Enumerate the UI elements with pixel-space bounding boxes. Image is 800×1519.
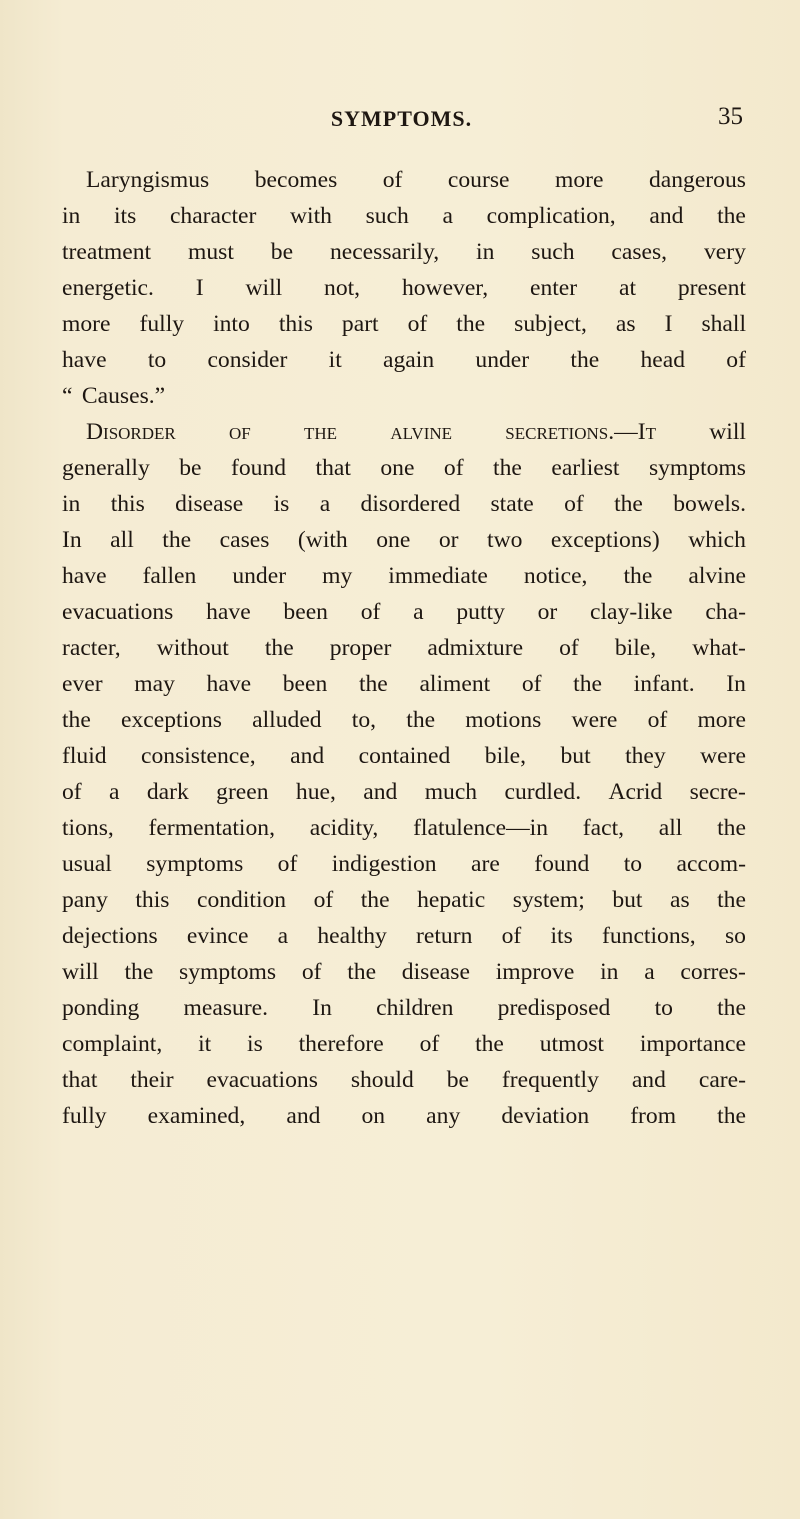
section-heading-word: the: [304, 419, 338, 445]
word: the: [456, 311, 486, 337]
word: curdled.: [504, 779, 582, 805]
word: exceptions: [121, 707, 222, 733]
word: have: [62, 347, 107, 373]
word: bile,: [614, 635, 657, 661]
word: disordered: [360, 491, 461, 517]
word: under: [232, 563, 287, 589]
word: the: [264, 635, 294, 661]
word: and: [363, 779, 398, 805]
word: importance: [639, 1031, 746, 1057]
word: healthy: [317, 923, 387, 949]
word: will: [709, 419, 746, 445]
word: infant.: [633, 671, 695, 697]
word: will: [245, 275, 283, 301]
word: I: [195, 275, 204, 301]
word: evacuations: [206, 1067, 318, 1093]
word: alvine: [688, 563, 746, 589]
word: such: [365, 203, 409, 229]
word: In: [312, 995, 332, 1021]
word: symptoms: [179, 959, 277, 985]
word: their: [130, 1067, 174, 1093]
word: are: [471, 851, 500, 877]
word: in: [62, 491, 81, 517]
word: but: [612, 887, 643, 913]
word: were: [571, 707, 618, 733]
word: corres-: [680, 959, 746, 985]
word: have: [206, 671, 252, 697]
word: the: [347, 959, 377, 985]
text-line: [62, 882, 746, 918]
word: enter: [529, 275, 578, 301]
word: of: [301, 959, 322, 985]
word: return: [416, 923, 473, 949]
word: it: [198, 1031, 212, 1057]
word: of: [443, 455, 464, 481]
word: secre-: [689, 779, 746, 805]
text-line: [62, 450, 746, 486]
word: bowels.: [673, 491, 746, 517]
word: cases: [219, 527, 270, 553]
word: “: [62, 383, 73, 409]
word: and: [631, 1067, 666, 1093]
section-heading-word: Disorder: [86, 419, 176, 445]
word: dejections: [62, 923, 158, 949]
word: one: [376, 527, 411, 553]
word: and: [286, 1103, 321, 1129]
word: with: [290, 203, 332, 229]
text-line: [62, 558, 746, 594]
word: pany: [62, 887, 108, 913]
word: what-: [692, 635, 746, 661]
word: notice,: [523, 563, 588, 589]
word: complication,: [486, 203, 616, 229]
word: improve: [495, 959, 575, 985]
text-line: [62, 306, 746, 342]
word: or: [438, 527, 459, 553]
text-line: [62, 1098, 746, 1134]
word: bile,: [484, 743, 527, 769]
text-line: [62, 774, 746, 810]
word: be: [446, 1067, 469, 1093]
text-line: [62, 486, 746, 522]
word: of: [382, 167, 403, 193]
word: the: [570, 347, 600, 373]
word: or: [537, 599, 558, 625]
word: fully: [62, 1103, 107, 1129]
word: examined,: [147, 1103, 246, 1129]
word: the: [573, 671, 602, 697]
word: fermentation,: [148, 815, 275, 841]
word: a: [277, 923, 289, 949]
word: more: [697, 707, 746, 733]
word: of: [62, 779, 82, 805]
word: accom-: [676, 851, 746, 877]
text-line: [62, 162, 746, 198]
word: consistence,: [141, 743, 256, 769]
word: to: [623, 851, 643, 877]
word: usual: [62, 851, 112, 877]
text-line: [62, 378, 746, 414]
word: the: [475, 1031, 504, 1057]
word: functions,: [602, 923, 696, 949]
word: this: [278, 311, 313, 337]
word: Acrid: [608, 779, 663, 805]
text-line: [62, 1062, 746, 1098]
word: treatment: [62, 239, 152, 265]
word: found: [534, 851, 590, 877]
word: have: [206, 599, 251, 625]
word: this: [110, 491, 145, 517]
text-line: [62, 522, 746, 558]
word: head: [640, 347, 686, 373]
running-head: [60, 103, 743, 136]
word: course: [447, 167, 510, 193]
word: character: [169, 203, 257, 229]
word: complaint,: [62, 1031, 163, 1057]
body-text: [62, 162, 746, 1134]
word: subject,: [514, 311, 587, 337]
word: were: [700, 743, 746, 769]
word: a: [319, 491, 331, 517]
word: which: [688, 527, 746, 553]
word: is: [273, 491, 290, 517]
word: state: [490, 491, 534, 517]
word: evacuations: [62, 599, 174, 625]
text-line: [62, 738, 746, 774]
word: present: [677, 275, 746, 301]
word: of: [501, 923, 522, 949]
word: the: [360, 887, 390, 913]
word: of: [360, 599, 381, 625]
word: admixture: [427, 635, 524, 661]
page-number: 35: [718, 103, 743, 130]
word: that: [62, 1067, 98, 1093]
word: utmost: [539, 1031, 604, 1057]
word: condition: [196, 887, 287, 913]
word: on: [361, 1103, 386, 1129]
word: proper: [329, 635, 392, 661]
word: of: [726, 347, 746, 373]
word: part: [341, 311, 379, 337]
word: tions,: [62, 815, 114, 841]
word: may: [134, 671, 175, 697]
word: acidity,: [309, 815, 379, 841]
word: again: [383, 347, 435, 373]
word: clay-like: [590, 599, 673, 625]
word: dark: [146, 779, 189, 805]
word: and: [290, 743, 325, 769]
text-line: [62, 594, 746, 630]
word: immediate: [388, 563, 488, 589]
word: not,: [324, 275, 361, 301]
word: it: [328, 347, 342, 373]
text-line: [62, 1026, 746, 1062]
word: is: [247, 1031, 263, 1057]
word: its: [550, 923, 573, 949]
word: of: [559, 635, 579, 661]
word: disease: [175, 491, 244, 517]
word: the: [717, 203, 746, 229]
word: my: [322, 563, 353, 589]
word: I: [664, 311, 673, 337]
word: a: [442, 203, 453, 229]
word: indigestion: [331, 851, 437, 877]
word: of: [419, 1031, 440, 1057]
word: dangerous: [648, 167, 746, 193]
word: cases,: [611, 239, 668, 265]
word: from: [630, 1103, 677, 1129]
word: cha-: [705, 599, 746, 625]
word: a: [413, 599, 424, 625]
word: all: [658, 815, 683, 841]
word: without: [156, 635, 229, 661]
text-line: [62, 666, 746, 702]
word: the: [124, 959, 154, 985]
word: deviation: [501, 1103, 590, 1129]
word: fully: [139, 311, 185, 337]
word: aliment: [419, 671, 491, 697]
text-line: [62, 198, 746, 234]
text-line: [62, 342, 746, 378]
word: the: [358, 671, 388, 697]
word: shall: [701, 311, 746, 337]
word: however,: [401, 275, 489, 301]
word: the: [493, 455, 522, 481]
word: this: [135, 887, 170, 913]
word: symptoms: [648, 455, 746, 481]
word: very: [703, 239, 746, 265]
word: into: [213, 311, 250, 337]
word: hepatic: [417, 887, 486, 913]
word: of: [647, 707, 668, 733]
word: flatulence—in: [413, 815, 549, 841]
text-line: [62, 702, 746, 738]
word: must: [187, 239, 234, 265]
text-line: [62, 234, 746, 270]
word: contained: [358, 743, 451, 769]
word: been: [282, 671, 328, 697]
word: In: [726, 671, 746, 697]
word: ponding: [62, 995, 140, 1021]
word: will: [62, 959, 99, 985]
word: that: [315, 455, 351, 481]
word: be: [270, 239, 294, 265]
word: in: [476, 239, 495, 265]
word: in: [62, 203, 81, 229]
word: have: [62, 563, 107, 589]
word: energetic.: [62, 275, 154, 301]
word: fact,: [582, 815, 625, 841]
text-line: [62, 630, 746, 666]
word: a: [644, 959, 655, 985]
word: the: [162, 527, 192, 553]
word: be: [179, 455, 202, 481]
text-line: [62, 990, 746, 1026]
word: motions: [465, 707, 542, 733]
word: of: [277, 851, 298, 877]
word: to,: [351, 707, 377, 733]
word: to: [147, 347, 167, 373]
word: predisposed: [497, 995, 611, 1021]
word: of: [564, 491, 584, 517]
word: as: [669, 887, 690, 913]
word: found: [231, 455, 287, 481]
word: necessarily,: [329, 239, 440, 265]
word: In: [62, 527, 82, 553]
word: measure.: [183, 995, 269, 1021]
word: much: [424, 779, 478, 805]
word: of: [313, 887, 334, 913]
word: consider: [207, 347, 288, 373]
word: hue,: [295, 779, 336, 805]
word: fallen: [142, 563, 197, 589]
word: children: [376, 995, 454, 1021]
word: two: [487, 527, 523, 553]
word: racter,: [62, 635, 121, 661]
word: more: [62, 311, 111, 337]
word: fluid: [62, 743, 107, 769]
word: Causes.”: [81, 383, 166, 409]
word: putty: [456, 599, 505, 625]
word: the: [717, 1103, 746, 1129]
word: the: [62, 707, 91, 733]
word: exceptions): [550, 527, 660, 553]
word: a: [109, 779, 120, 805]
word: more: [554, 167, 604, 193]
word: symptoms: [146, 851, 244, 877]
text-line: [62, 414, 746, 450]
word: the: [717, 995, 746, 1021]
word: disease: [401, 959, 470, 985]
word: at: [618, 275, 636, 301]
section-heading-word: alvine: [390, 419, 453, 445]
word: and: [649, 203, 684, 229]
text-line: [62, 846, 746, 882]
word: ever: [62, 671, 103, 697]
word: any: [426, 1103, 461, 1129]
word: should: [350, 1067, 414, 1093]
running-title: SYMPTOMS.: [330, 106, 473, 131]
word: the: [717, 815, 746, 841]
text-line: [62, 918, 746, 954]
word: system;: [512, 887, 585, 913]
word: as: [615, 311, 636, 337]
text-line: [62, 954, 746, 990]
word: been: [283, 599, 328, 625]
word: its: [114, 203, 137, 229]
word: alluded: [252, 707, 322, 733]
word: they: [625, 743, 666, 769]
word: but: [560, 743, 591, 769]
word: under: [475, 347, 530, 373]
word: the: [406, 707, 436, 733]
word: all: [110, 527, 134, 553]
word: of: [407, 311, 428, 337]
word: green: [216, 779, 269, 805]
word: the: [717, 887, 746, 913]
word: care-: [698, 1067, 746, 1093]
word: such: [531, 239, 575, 265]
word: evince: [186, 923, 249, 949]
text-line: [62, 270, 746, 306]
word: the: [614, 491, 643, 517]
word: the: [623, 563, 653, 589]
word: frequently: [501, 1067, 599, 1093]
word: Laryngismus: [86, 167, 210, 193]
section-heading-word: of: [229, 419, 251, 445]
word: therefore: [298, 1031, 384, 1057]
text-line: [62, 810, 746, 846]
word: (with: [297, 527, 348, 553]
word: so: [724, 923, 746, 949]
word: generally: [62, 455, 150, 481]
word: earliest: [551, 455, 620, 481]
word: to: [654, 995, 673, 1021]
word: becomes: [254, 167, 338, 193]
word: in: [600, 959, 619, 985]
section-heading-word: secretions.—It: [505, 419, 656, 445]
word: of: [521, 671, 542, 697]
word: one: [380, 455, 415, 481]
